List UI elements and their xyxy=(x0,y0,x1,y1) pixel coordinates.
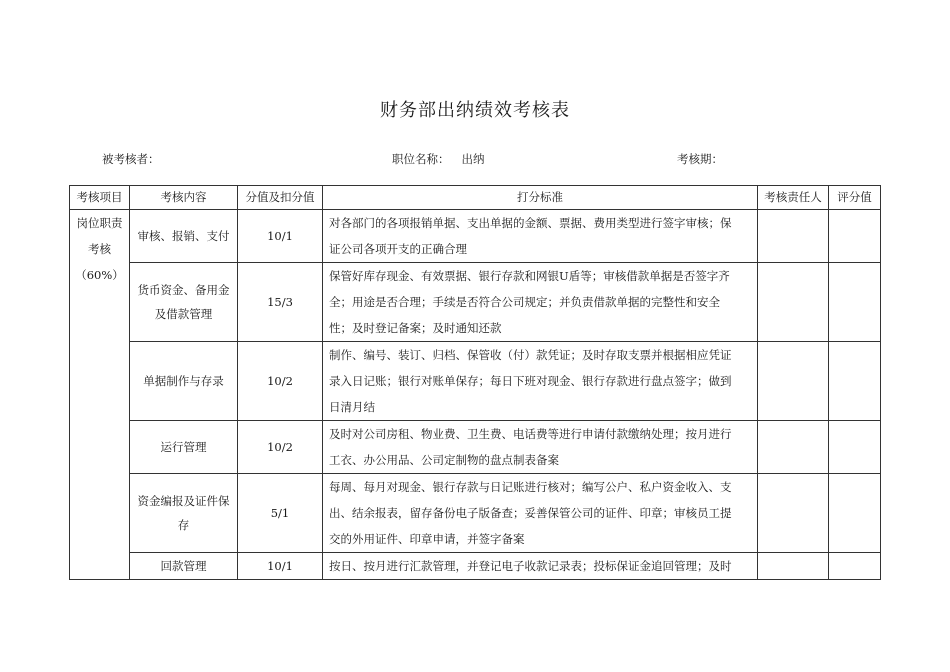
table-header-row xyxy=(70,186,881,210)
category-line: （60%） xyxy=(75,268,124,282)
criteria-cell: 保管好库存现金、有效票据、银行存款和网银U盾等；审核借款单据是否签字齐 全；用途是否合理；手续是否符合公司规定；并负责借款单据的完整性和安全 性；及时登记备案；及时通知还款 xyxy=(323,263,758,342)
category-line: 考核 xyxy=(88,242,111,256)
responsible-cell[interactable] xyxy=(758,474,829,553)
content-cell: 单据制作与存录 xyxy=(130,342,238,421)
content-cell: 货币资金、备用金 及借款管理 xyxy=(130,263,238,342)
table-row xyxy=(70,421,881,474)
position-label: 职位名称： xyxy=(392,152,450,166)
rating-cell[interactable] xyxy=(829,421,881,474)
header-criteria: 打分标准 xyxy=(323,186,758,210)
criteria-cell: 每周、每月对现金、银行存款与日记账进行核对；编写公户、私户资金收入、支 出、结余报表，留存备份电子版备查；妥善保管公司的证件、印章；审核员工提 交的外用证件、印章申请，并签字备案 xyxy=(323,474,758,553)
responsible-cell[interactable] xyxy=(758,553,829,580)
responsible-cell[interactable] xyxy=(758,210,829,263)
assessment-table xyxy=(69,185,881,580)
header-responsible: 考核责任人 xyxy=(758,186,829,210)
score-cell: 5/1 xyxy=(238,474,323,553)
assessee-field xyxy=(102,151,160,167)
header-rating: 评分值 xyxy=(829,186,881,210)
score-cell: 10/1 xyxy=(238,210,323,263)
responsible-cell[interactable] xyxy=(758,263,829,342)
rating-cell[interactable] xyxy=(829,474,881,553)
category-line: 岗位职责 xyxy=(76,216,123,230)
position-value: 出纳 xyxy=(461,152,485,166)
rating-cell[interactable] xyxy=(829,210,881,263)
table-row xyxy=(70,553,881,580)
criteria-cell: 按日、按月进行汇款管理，并登记电子收款记录表；投标保证金追回管理；及时 xyxy=(323,553,758,580)
content-cell: 资金编报及证件保 存 xyxy=(130,474,238,553)
score-cell: 10/2 xyxy=(238,421,323,474)
table-row xyxy=(70,263,881,342)
header-content: 考核内容 xyxy=(130,186,238,210)
responsible-cell[interactable] xyxy=(758,342,829,421)
assessee-label: 被考核者： xyxy=(102,152,160,166)
rating-cell[interactable] xyxy=(829,553,881,580)
header-score: 分值及扣分值 xyxy=(238,186,323,210)
table-row xyxy=(70,474,881,553)
content-cell: 运行管理 xyxy=(130,421,238,474)
score-cell: 15/3 xyxy=(238,263,323,342)
rating-cell[interactable] xyxy=(829,342,881,421)
category-cell xyxy=(70,210,130,580)
content-cell: 回款管理 xyxy=(130,553,238,580)
rating-cell[interactable] xyxy=(829,263,881,342)
period-field xyxy=(677,151,723,167)
period-label: 考核期： xyxy=(677,152,723,166)
score-cell: 10/2 xyxy=(238,342,323,421)
score-cell: 10/1 xyxy=(238,553,323,580)
criteria-cell: 及时对公司房租、物业费、卫生费、电话费等进行申请付款缴纳处理；按月进行 工衣、办公用品、公司定制物的盘点制表备案 xyxy=(323,421,758,474)
content-cell: 审核、报销、支付 xyxy=(130,210,238,263)
table-row xyxy=(70,210,881,263)
criteria-cell: 制作、编号、装订、归档、保管收（付）款凭证；及时存取支票并根据相应凭证 录入日记账；银行对账单保存；每日下班对现金、银行存款进行盘点签字；做到 日清月结 xyxy=(323,342,758,421)
page-title: 财务部出纳绩效考核表 xyxy=(380,100,570,121)
table-row xyxy=(70,342,881,421)
criteria-cell: 对各部门的各项报销单据、支出单据的金额、票据、费用类型进行签字审核；保 证公司各项开支的正确合理 xyxy=(323,210,758,263)
header-category: 考核项目 xyxy=(70,186,130,210)
responsible-cell[interactable] xyxy=(758,421,829,474)
position-field xyxy=(392,151,485,167)
